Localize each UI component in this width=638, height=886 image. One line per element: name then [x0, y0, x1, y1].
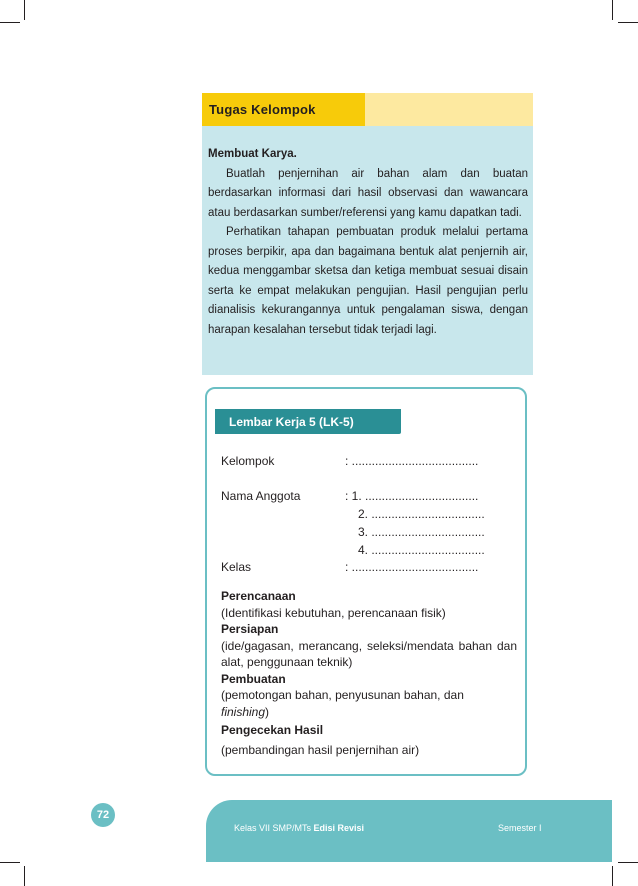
kelompok-value: : ...................................... [345, 454, 479, 468]
perencanaan-desc: (Identifikasi kebutuhan, perencanaan fisik) [221, 605, 446, 620]
task-box [202, 93, 533, 375]
anggota-value-3: 3. .................................. [358, 525, 485, 539]
persiapan-desc: (ide/gagasan, merancang, seleksi/mendata bahan dan alat, penggunaan teknik) [221, 638, 517, 669]
pembuatan-desc-end: ) [265, 704, 270, 719]
crop-mark [0, 22, 20, 23]
task-header-tab [202, 93, 365, 126]
perencanaan-title: Perencanaan [221, 589, 296, 603]
footer-book-prefix: Kelas VII SMP/MTs [234, 823, 314, 833]
crop-mark [618, 862, 638, 863]
pembuatan-desc-text: (pemotongan bahan, penyusunan bahan, dan [221, 688, 464, 702]
perencanaan-block [221, 588, 517, 720]
footer-book-edition: Edisi Revisi [313, 823, 365, 833]
crop-mark [612, 866, 613, 886]
kelompok-label: Kelompok [221, 454, 275, 468]
pengecekan-title: Pengecekan Hasil [221, 723, 324, 737]
pembuatan-desc [221, 687, 517, 720]
crop-mark [0, 862, 20, 863]
pengecekan-block [221, 722, 517, 758]
task-header [202, 93, 533, 126]
task-heading: Membuat Karya. [208, 148, 297, 160]
task-body [208, 145, 528, 340]
worksheet-label: Lembar Kerja 5 (LK-5) [215, 409, 401, 434]
task-paragraph-2: Perhatikan tahapan pembuatan produk melalui pertama proses berpikir, apa dan bagaimana bentuk alat penjernih air, kedua menggambar sketsa dan ketiga membuat sesuai disain serta ke empat melakukan pengujian. Hasil pengujian perlu dianalisis kekurangannya untuk pengalaman siswa, dengan harapan kesalahan tersebut tidak terjadi lagi. [208, 226, 528, 336]
anggota-value-1: : 1. .................................. [345, 489, 479, 503]
crop-mark [24, 0, 25, 20]
worksheet-box [205, 387, 527, 776]
page-number: 72 [91, 803, 115, 827]
pembuatan-desc-italic: finishing [221, 704, 266, 719]
footer-semester: Semester I [498, 823, 542, 833]
footer-bar [206, 800, 612, 862]
anggota-value-4: 4. .................................. [358, 543, 485, 557]
crop-mark [618, 22, 638, 23]
footer-book-title [234, 823, 364, 833]
persiapan-title: Persiapan [221, 622, 279, 636]
pengecekan-desc: (pembandingan hasil penjernihan air) [221, 742, 420, 757]
anggota-value-2: 2. .................................. [358, 507, 485, 521]
anggota-label: Nama Anggota [221, 489, 301, 503]
pembuatan-title: Pembuatan [221, 671, 286, 686]
task-title: Tugas Kelompok [209, 102, 316, 117]
task-paragraph-1: Buatlah penjernihan air bahan alam dan buatan berdasarkan informasi dari hasil observasi dan wawancara atau berdasarkan sumber/referensi yang kamu dapatkan tadi. [208, 167, 528, 219]
crop-mark [24, 866, 25, 886]
crop-mark [612, 0, 613, 20]
kelas-value: : ...................................... [345, 560, 479, 574]
kelas-label: Kelas [221, 560, 252, 574]
